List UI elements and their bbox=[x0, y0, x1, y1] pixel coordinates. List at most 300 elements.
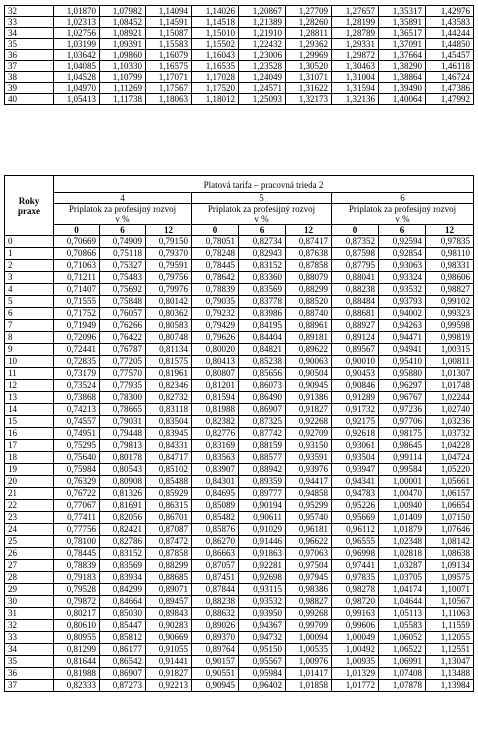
coefficient-cell: 0,99819 bbox=[426, 332, 474, 344]
coefficient-cell: 0,77570 bbox=[100, 368, 146, 380]
coefficient-cell: 1,11063 bbox=[426, 608, 474, 620]
coefficient-cell: 0,84404 bbox=[239, 332, 286, 344]
percent-header: 6 bbox=[379, 225, 426, 236]
table-row bbox=[5, 284, 474, 296]
coefficient-cell: 0,75848 bbox=[100, 296, 146, 308]
coefficient-cell: 1,18063 bbox=[146, 94, 192, 105]
coefficient-cell: 1,11269 bbox=[100, 83, 146, 94]
coefficient-cell: 1,02818 bbox=[379, 548, 426, 560]
coefficient-cell: 1,46118 bbox=[426, 61, 474, 72]
coefficient-cell: 0,96402 bbox=[239, 680, 286, 692]
coefficient-cell: 0,91446 bbox=[239, 536, 286, 548]
coefficient-cell: 1,16043 bbox=[192, 50, 239, 61]
table-row bbox=[5, 61, 474, 72]
coefficient-cell: 1,05113 bbox=[379, 608, 426, 620]
coefficient-cell: 1,01307 bbox=[426, 368, 474, 380]
coefficient-cell: 0,91055 bbox=[146, 644, 192, 656]
coefficient-cell: 0,93063 bbox=[379, 260, 426, 272]
coefficient-cell: 0,94941 bbox=[379, 344, 426, 356]
coefficient-cell: 0,83169 bbox=[192, 440, 239, 452]
table-row bbox=[5, 416, 474, 428]
coefficient-cell: 0,81644 bbox=[54, 656, 100, 668]
coefficient-cell: 1,06052 bbox=[379, 632, 426, 644]
coefficient-cell: 0,83563 bbox=[192, 452, 239, 464]
coefficient-cell: 0,98175 bbox=[379, 428, 426, 440]
coefficient-cell: 1,01409 bbox=[379, 512, 426, 524]
coefficient-cell: 0,82732 bbox=[146, 392, 192, 404]
years-cell: 40 bbox=[5, 94, 54, 105]
coefficient-cell: 0,98386 bbox=[286, 584, 332, 596]
coefficient-cell: 0,73179 bbox=[54, 368, 100, 380]
table-row bbox=[5, 332, 474, 344]
coefficient-cell: 0,71063 bbox=[54, 260, 100, 272]
coefficient-cell: 0,93504 bbox=[332, 452, 379, 464]
years-cell: 12 bbox=[5, 380, 54, 392]
table-row bbox=[5, 6, 474, 17]
coefficient-cell: 0,91863 bbox=[239, 548, 286, 560]
coefficient-cell: 1,01870 bbox=[54, 6, 100, 17]
coefficient-cell: 0,87795 bbox=[332, 260, 379, 272]
coefficient-cell: 1,04228 bbox=[426, 440, 474, 452]
coefficient-cell: 1,45457 bbox=[426, 50, 474, 61]
coefficient-cell: 1,15010 bbox=[192, 28, 239, 39]
coefficient-cell: 0,72096 bbox=[54, 332, 100, 344]
coefficient-cell: 0,95226 bbox=[332, 500, 379, 512]
coefficient-cell: 0,89457 bbox=[146, 596, 192, 608]
coefficient-cell: 1,47386 bbox=[426, 83, 474, 94]
coefficient-cell: 1,04970 bbox=[54, 83, 100, 94]
coefficient-cell: 1,03705 bbox=[379, 572, 426, 584]
coefficient-cell: 0,87858 bbox=[146, 548, 192, 560]
coefficient-cell: 0,77756 bbox=[54, 524, 100, 536]
coefficient-cell: 1,04724 bbox=[426, 452, 474, 464]
years-cell: 11 bbox=[5, 368, 54, 380]
table-row bbox=[5, 72, 474, 83]
coefficient-cell: 0,97835 bbox=[426, 236, 474, 248]
coefficient-cell: 0,96181 bbox=[286, 524, 332, 536]
years-cell: 32 bbox=[5, 620, 54, 632]
table-row bbox=[5, 248, 474, 260]
coefficient-cell: 1,10330 bbox=[100, 61, 146, 72]
coefficient-cell: 0,74951 bbox=[54, 428, 100, 440]
coefficient-cell: 0,94732 bbox=[239, 632, 286, 644]
table-row bbox=[5, 356, 474, 368]
coefficient-cell: 0,87472 bbox=[146, 536, 192, 548]
coefficient-cell: 1,04174 bbox=[379, 584, 426, 596]
table-row bbox=[5, 464, 474, 476]
coefficient-cell: 0,83986 bbox=[239, 308, 286, 320]
coefficient-cell: 0,85030 bbox=[100, 608, 146, 620]
coefficient-cell: 0,87273 bbox=[100, 680, 146, 692]
coefficient-cell: 0,79150 bbox=[146, 236, 192, 248]
coefficient-cell: 1,15087 bbox=[146, 28, 192, 39]
coefficient-cell: 0,81575 bbox=[146, 356, 192, 368]
coefficient-cell: 0,79370 bbox=[146, 248, 192, 260]
coefficient-cell: 0,96555 bbox=[332, 536, 379, 548]
coefficient-cell: 0,99268 bbox=[286, 608, 332, 620]
coefficient-cell: 0,85929 bbox=[146, 488, 192, 500]
coefficient-cell: 0,96767 bbox=[379, 392, 426, 404]
coefficient-cell: 1,37091 bbox=[379, 39, 426, 50]
table-row bbox=[5, 452, 474, 464]
coefficient-cell: 0,82786 bbox=[100, 536, 146, 548]
coefficient-cell: 0,87844 bbox=[192, 584, 239, 596]
years-of-practice-header: Roky praxe bbox=[5, 176, 54, 236]
coefficient-cell: 0,89071 bbox=[146, 584, 192, 596]
coefficient-cell: 1,15502 bbox=[192, 39, 239, 50]
table-row bbox=[5, 368, 474, 380]
coefficient-cell: 1,23528 bbox=[239, 61, 286, 72]
coefficient-cell: 0,86270 bbox=[192, 536, 239, 548]
coefficient-cell: 1,07646 bbox=[426, 524, 474, 536]
coefficient-cell: 0,78642 bbox=[192, 272, 239, 284]
percent-header: 0 bbox=[54, 225, 100, 236]
coefficient-cell: 1,02348 bbox=[379, 536, 426, 548]
coefficient-cell: 1,00940 bbox=[379, 500, 426, 512]
coefficient-cell: 0,94471 bbox=[379, 332, 426, 344]
coefficient-cell: 1,35317 bbox=[379, 6, 426, 17]
table-row bbox=[5, 236, 474, 248]
coefficient-cell: 0,80543 bbox=[100, 464, 146, 476]
coefficient-cell: 0,79872 bbox=[54, 596, 100, 608]
coefficient-cell: 1,01329 bbox=[332, 668, 379, 680]
coefficient-cell: 1,06991 bbox=[379, 656, 426, 668]
coefficient-cell: 0,99114 bbox=[379, 452, 426, 464]
table-row bbox=[5, 548, 474, 560]
coefficient-cell: 0,85812 bbox=[100, 632, 146, 644]
coefficient-cell: 1,02756 bbox=[54, 28, 100, 39]
years-cell: 35 bbox=[5, 656, 54, 668]
years-cell: 30 bbox=[5, 596, 54, 608]
top-coefficient-table bbox=[4, 5, 474, 105]
coefficient-cell: 0,74213 bbox=[54, 404, 100, 416]
coefficient-cell: 0,76787 bbox=[100, 344, 146, 356]
coefficient-cell: 0,87352 bbox=[332, 236, 379, 248]
coefficient-cell: 0,90551 bbox=[192, 668, 239, 680]
coefficient-cell: 0,88041 bbox=[332, 272, 379, 284]
coefficient-cell: 1,01748 bbox=[426, 380, 474, 392]
coefficient-cell: 0,75118 bbox=[100, 248, 146, 260]
coefficient-cell: 0,79448 bbox=[100, 428, 146, 440]
class-5-header: 5 bbox=[192, 193, 332, 204]
coefficient-cell: 1,27657 bbox=[332, 6, 379, 17]
table-title: Platová tarifa – pracovná trieda 2 bbox=[54, 176, 474, 193]
years-cell: 36 bbox=[5, 668, 54, 680]
coefficient-cell: 0,88942 bbox=[239, 464, 286, 476]
coefficient-cell: 0,77935 bbox=[100, 380, 146, 392]
coefficient-cell: 0,94263 bbox=[379, 320, 426, 332]
coefficient-cell: 1,17520 bbox=[192, 83, 239, 94]
coefficient-cell: 0,96112 bbox=[332, 524, 379, 536]
percent-header-row bbox=[5, 225, 474, 236]
coefficient-cell: 0,87087 bbox=[146, 524, 192, 536]
coefficient-cell: 0,91029 bbox=[239, 524, 286, 536]
coefficient-cell: 0,96622 bbox=[286, 536, 332, 548]
coefficient-cell: 0,87451 bbox=[192, 572, 239, 584]
coefficient-cell: 1,09134 bbox=[426, 560, 474, 572]
coefficient-cell: 0,71949 bbox=[54, 320, 100, 332]
coefficient-cell: 1,28811 bbox=[286, 28, 332, 39]
years-cell: 8 bbox=[5, 332, 54, 344]
coefficient-cell: 0,79813 bbox=[100, 440, 146, 452]
table-row bbox=[5, 272, 474, 284]
years-cell: 22 bbox=[5, 500, 54, 512]
coefficient-cell: 1,09575 bbox=[426, 572, 474, 584]
coefficient-cell: 0,87638 bbox=[286, 248, 332, 260]
coefficient-cell: 0,84195 bbox=[239, 320, 286, 332]
coefficient-cell: 0,86701 bbox=[146, 512, 192, 524]
coefficient-cell: 0,95567 bbox=[239, 656, 286, 668]
coefficient-cell: 0,81594 bbox=[192, 392, 239, 404]
coefficient-cell: 1,28260 bbox=[286, 17, 332, 28]
table-row bbox=[5, 620, 474, 632]
years-cell: 4 bbox=[5, 284, 54, 296]
coefficient-cell: 0,84695 bbox=[192, 488, 239, 500]
coefficient-cell: 0,87742 bbox=[239, 428, 286, 440]
coefficient-cell: 0,71211 bbox=[54, 272, 100, 284]
coefficient-cell: 1,07408 bbox=[379, 668, 426, 680]
coefficient-cell: 1,00976 bbox=[286, 656, 332, 668]
years-cell: 18 bbox=[5, 452, 54, 464]
coefficient-cell: 1,47992 bbox=[426, 94, 474, 105]
coefficient-cell: 0,90283 bbox=[146, 620, 192, 632]
percent-header: 12 bbox=[426, 225, 474, 236]
coefficient-cell: 0,79183 bbox=[54, 572, 100, 584]
coefficient-cell: 1,17071 bbox=[146, 72, 192, 83]
coefficient-cell: 0,98827 bbox=[426, 284, 474, 296]
years-cell: 16 bbox=[5, 428, 54, 440]
coefficient-cell: 1,00935 bbox=[332, 656, 379, 668]
coefficient-cell: 0,92594 bbox=[379, 236, 426, 248]
coefficient-cell: 0,83360 bbox=[239, 272, 286, 284]
years-cell: 17 bbox=[5, 440, 54, 452]
years-cell: 32 bbox=[5, 6, 54, 17]
table-row bbox=[5, 50, 474, 61]
coefficient-cell: 1,03199 bbox=[54, 39, 100, 50]
coefficient-cell: 0,94367 bbox=[239, 620, 286, 632]
coefficient-cell: 0,81691 bbox=[100, 500, 146, 512]
main-table-body bbox=[5, 236, 474, 692]
years-cell: 35 bbox=[5, 39, 54, 50]
years-cell: 26 bbox=[5, 548, 54, 560]
table-row bbox=[5, 584, 474, 596]
coefficient-cell: 0,85102 bbox=[146, 464, 192, 476]
coefficient-cell: 0,92709 bbox=[286, 428, 332, 440]
coefficient-cell: 1,31622 bbox=[286, 83, 332, 94]
coefficient-cell: 1,46724 bbox=[426, 72, 474, 83]
percent-header: 12 bbox=[286, 225, 332, 236]
table-row bbox=[5, 320, 474, 332]
coefficient-cell: 1,29362 bbox=[286, 39, 332, 50]
coefficient-cell: 0,94783 bbox=[332, 488, 379, 500]
coefficient-cell: 1,30520 bbox=[286, 61, 332, 72]
coefficient-cell: 1,02313 bbox=[54, 17, 100, 28]
coefficient-cell: 1,03642 bbox=[54, 50, 100, 61]
coefficient-cell: 1,21910 bbox=[239, 28, 286, 39]
coefficient-cell: 0,82056 bbox=[100, 512, 146, 524]
coefficient-cell: 0,83152 bbox=[239, 260, 286, 272]
coefficient-cell: 0,99102 bbox=[426, 296, 474, 308]
coefficient-cell: 0,80413 bbox=[192, 356, 239, 368]
coefficient-cell: 0,81201 bbox=[192, 380, 239, 392]
coefficient-cell: 0,90945 bbox=[286, 380, 332, 392]
coefficient-cell: 0,94341 bbox=[332, 476, 379, 488]
percent-header: 0 bbox=[192, 225, 239, 236]
coefficient-cell: 0,91441 bbox=[146, 656, 192, 668]
coefficient-cell: 0,83934 bbox=[100, 572, 146, 584]
years-cell: 7 bbox=[5, 320, 54, 332]
table-row bbox=[5, 428, 474, 440]
coefficient-cell: 1,08142 bbox=[426, 536, 474, 548]
coefficient-cell: 0,97504 bbox=[286, 560, 332, 572]
years-cell: 14 bbox=[5, 404, 54, 416]
coefficient-cell: 0,90846 bbox=[332, 380, 379, 392]
coefficient-cell: 0,90945 bbox=[192, 680, 239, 692]
coefficient-cell: 1,00315 bbox=[426, 344, 474, 356]
coefficient-cell: 0,88685 bbox=[146, 572, 192, 584]
coefficient-cell: 0,74557 bbox=[54, 416, 100, 428]
coefficient-cell: 1,32173 bbox=[286, 94, 332, 105]
coefficient-cell: 1,00049 bbox=[332, 632, 379, 644]
coefficient-cell: 0,80142 bbox=[146, 296, 192, 308]
coefficient-cell: 0,74909 bbox=[100, 236, 146, 248]
coefficient-cell: 0,78665 bbox=[100, 404, 146, 416]
coefficient-cell: 0,70866 bbox=[54, 248, 100, 260]
table-row bbox=[5, 39, 474, 50]
coefficient-cell: 0,92268 bbox=[286, 416, 332, 428]
coefficient-cell: 0,91386 bbox=[286, 392, 332, 404]
years-cell: 21 bbox=[5, 488, 54, 500]
table-row bbox=[5, 94, 474, 105]
coefficient-cell: 1,13488 bbox=[426, 668, 474, 680]
coefficient-cell: 1,31594 bbox=[332, 83, 379, 94]
coefficient-cell: 0,84299 bbox=[100, 584, 146, 596]
years-cell: 38 bbox=[5, 72, 54, 83]
coefficient-cell: 1,14518 bbox=[192, 17, 239, 28]
coefficient-cell: 0,71555 bbox=[54, 296, 100, 308]
coefficient-cell: 1,30463 bbox=[332, 61, 379, 72]
class-5-subheader: Príplatok za profesijný rozvoj v % bbox=[192, 204, 332, 225]
coefficient-cell: 1,08921 bbox=[100, 28, 146, 39]
coefficient-cell: 0,83778 bbox=[239, 296, 286, 308]
coefficient-cell: 0,71407 bbox=[54, 284, 100, 296]
coefficient-cell: 0,88484 bbox=[332, 296, 379, 308]
coefficient-cell: 0,78300 bbox=[100, 392, 146, 404]
years-cell: 19 bbox=[5, 464, 54, 476]
coefficient-cell: 0,88632 bbox=[192, 608, 239, 620]
table-row bbox=[5, 560, 474, 572]
coefficient-cell: 1,25093 bbox=[239, 94, 286, 105]
coefficient-cell: 0,82382 bbox=[192, 416, 239, 428]
coefficient-cell: 1,05413 bbox=[54, 94, 100, 105]
coefficient-cell: 0,70669 bbox=[54, 236, 100, 248]
coefficient-cell: 1,20867 bbox=[239, 6, 286, 17]
years-cell: 20 bbox=[5, 476, 54, 488]
coefficient-cell: 0,86907 bbox=[239, 404, 286, 416]
percent-header: 0 bbox=[332, 225, 379, 236]
coefficient-cell: 0,80362 bbox=[146, 308, 192, 320]
table-row bbox=[5, 656, 474, 668]
coefficient-cell: 0,99606 bbox=[332, 620, 379, 632]
coefficient-cell: 0,86315 bbox=[146, 500, 192, 512]
coefficient-cell: 0,77067 bbox=[54, 500, 100, 512]
coefficient-cell: 0,83504 bbox=[146, 416, 192, 428]
table-row bbox=[5, 28, 474, 39]
coefficient-cell: 0,80807 bbox=[192, 368, 239, 380]
coefficient-cell: 0,92618 bbox=[332, 428, 379, 440]
coefficient-cell: 1,07150 bbox=[426, 512, 474, 524]
coefficient-cell: 1,01417 bbox=[286, 668, 332, 680]
coefficient-cell: 1,43583 bbox=[426, 17, 474, 28]
coefficient-cell: 0,98110 bbox=[426, 248, 474, 260]
coefficient-cell: 0,84331 bbox=[146, 440, 192, 452]
coefficient-cell: 0,83118 bbox=[146, 404, 192, 416]
years-cell: 29 bbox=[5, 584, 54, 596]
coefficient-cell: 0,78051 bbox=[192, 236, 239, 248]
coefficient-cell: 0,92698 bbox=[239, 572, 286, 584]
years-cell: 15 bbox=[5, 416, 54, 428]
coefficient-cell: 1,14094 bbox=[146, 6, 192, 17]
coefficient-cell: 1,16079 bbox=[146, 50, 192, 61]
coefficient-cell: 0,76722 bbox=[54, 488, 100, 500]
coefficient-cell: 1,17028 bbox=[192, 72, 239, 83]
coefficient-cell: 0,83569 bbox=[100, 560, 146, 572]
coefficient-cell: 1,42976 bbox=[426, 6, 474, 17]
coefficient-cell: 0,84301 bbox=[192, 476, 239, 488]
years-cell: 34 bbox=[5, 28, 54, 39]
coefficient-cell: 0,89181 bbox=[286, 332, 332, 344]
coefficient-cell: 1,03732 bbox=[426, 428, 474, 440]
coefficient-cell: 0,89622 bbox=[286, 344, 332, 356]
coefficient-cell: 0,88961 bbox=[286, 320, 332, 332]
coefficient-cell: 0,88079 bbox=[286, 272, 332, 284]
percent-header: 6 bbox=[100, 225, 146, 236]
coefficient-cell: 1,11738 bbox=[100, 94, 146, 105]
coefficient-cell: 0,93150 bbox=[286, 440, 332, 452]
coefficient-cell: 0,95984 bbox=[239, 668, 286, 680]
coefficient-cell: 0,77205 bbox=[100, 356, 146, 368]
years-cell: 39 bbox=[5, 83, 54, 94]
percent-header: 6 bbox=[239, 225, 286, 236]
coefficient-cell: 0,75692 bbox=[100, 284, 146, 296]
coefficient-cell: 1,14591 bbox=[146, 17, 192, 28]
coefficient-cell: 0,75483 bbox=[100, 272, 146, 284]
coefficient-cell: 0,88299 bbox=[286, 284, 332, 296]
coefficient-cell: 0,89124 bbox=[332, 332, 379, 344]
table-row bbox=[5, 512, 474, 524]
coefficient-cell: 1,08452 bbox=[100, 17, 146, 28]
table-row bbox=[5, 524, 474, 536]
years-cell: 5 bbox=[5, 296, 54, 308]
table-row bbox=[5, 680, 474, 692]
coefficient-cell: 1,21389 bbox=[239, 17, 286, 28]
coefficient-cell: 0,98827 bbox=[286, 596, 332, 608]
table-row bbox=[5, 392, 474, 404]
years-cell: 2 bbox=[5, 260, 54, 272]
coefficient-cell: 0,89026 bbox=[192, 620, 239, 632]
coefficient-cell: 1,24571 bbox=[239, 83, 286, 94]
coefficient-cell: 0,79591 bbox=[146, 260, 192, 272]
coefficient-cell: 0,86177 bbox=[100, 644, 146, 656]
table-row bbox=[5, 296, 474, 308]
coefficient-cell: 0,79756 bbox=[146, 272, 192, 284]
class-6-subheader: Príplatok za profesijný rozvoj v % bbox=[332, 204, 474, 225]
years-cell: 9 bbox=[5, 344, 54, 356]
coefficient-cell: 0,88238 bbox=[192, 596, 239, 608]
coefficient-cell: 0,76422 bbox=[100, 332, 146, 344]
coefficient-cell: 0,79031 bbox=[100, 416, 146, 428]
coefficient-cell: 1,10799 bbox=[100, 72, 146, 83]
